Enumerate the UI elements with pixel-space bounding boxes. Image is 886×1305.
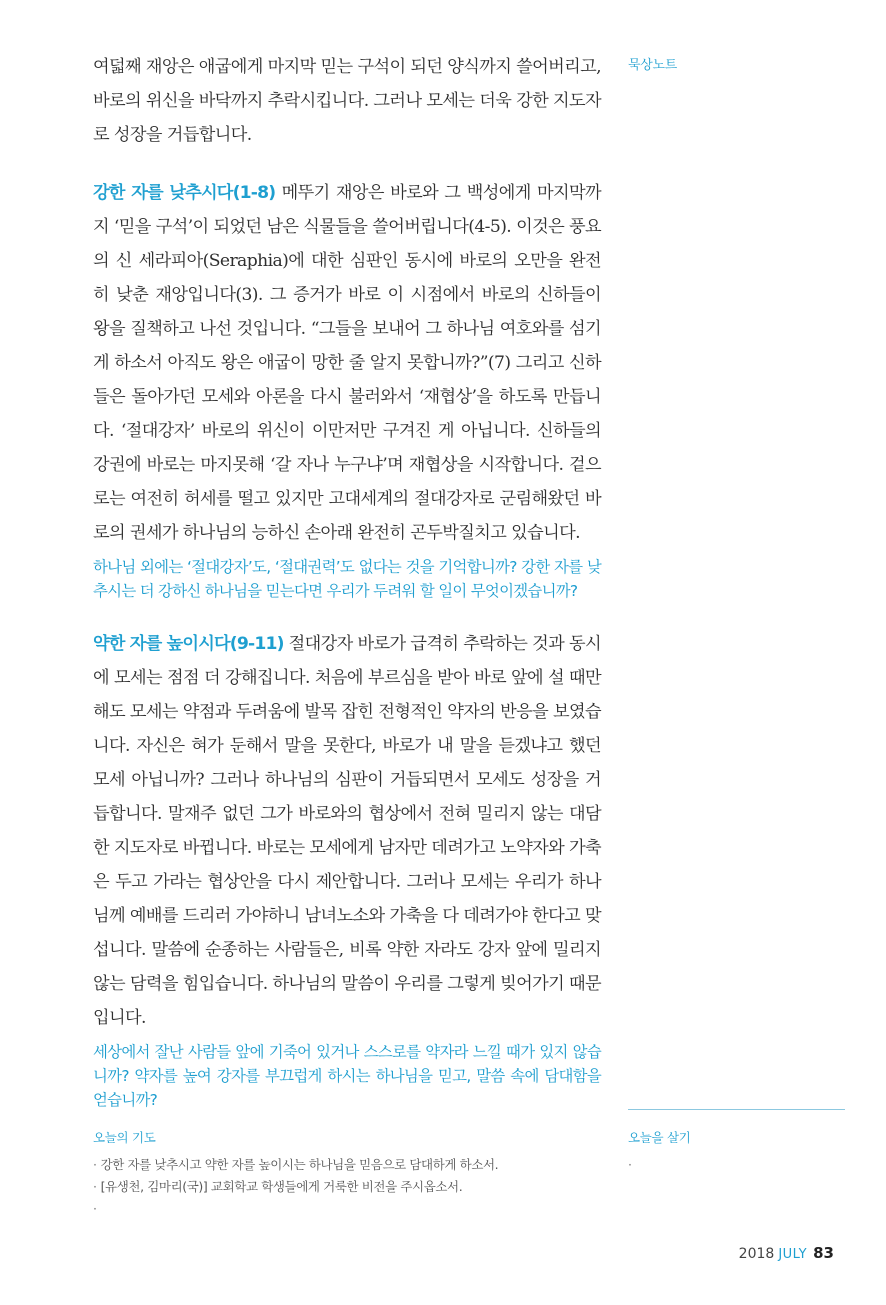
prayer-list	[93, 1154, 603, 1220]
today-item	[628, 1154, 845, 1176]
section-heading-exalting-weak: 약한 자를 높이시다(9-11)	[93, 634, 284, 654]
today-list	[628, 1154, 845, 1176]
sidebar-label-meditation-notes: 묵상노트	[628, 58, 678, 73]
bullet-icon: ·	[93, 1179, 97, 1194]
bullet-icon: ·	[93, 1201, 97, 1216]
prayer-item	[93, 1198, 603, 1220]
intro-paragraph: 여덟째 재앙은 애굽에게 마지막 믿는 구석이 되던 양식까지 쓸어버리고, 바로의 위신을 바닥까지 추락시킵니다. 그러나 모세는 더욱 강한 지도자로 성장을 거듭합니다.	[93, 57, 601, 145]
section-paragraph-exalting-weak	[93, 627, 601, 1035]
footer-year: 2018	[738, 1246, 775, 1262]
todays-living	[628, 1128, 845, 1176]
sidebar-divider	[628, 1109, 845, 1110]
page-number: 83	[813, 1244, 834, 1262]
todays-prayer	[93, 1128, 603, 1220]
section-paragraph-humbling-strong	[93, 176, 601, 550]
section-body: 절대강자 바로가 급격히 추락하는 것과 동시에 모세는 점점 더 강해집니다. 처음에 부르심을 받아 바로 앞에 설 때만 해도 모세는 약점과 두려움에 발목 잡힌 전형적인 약자의 반응을 보였습니다. 자신은 혀가 둔해서 말을 못한다, 바로가 내 말을 듣겠냐고 했던 모세 아닙니까? 그러나 하나님의 심판이 거듭되면서 모세도 성장을 거듭합니다. 말재주 없던 그가 바로와의 협상에서 전혀 밀리지 않는 대담한 지도자로 바뀝니다. 바로는 모세에게 남자만 데려가고 노약자와 가축은 두고 가라는 협상안을 다시 제안합니다. 그러나 모세는 우리가 하나님께 예배를 드리러 가야하니 남녀노소와 가축을 다 데려가야 한다고 맞섭니다. 말씀에 순종하는 사람들은, 비록 약한 자라도 강자 앞에 밀리지 않는 담력을 힘입습니다. 하나님의 말씀이 우리를 그렇게 빚어가기 때문입니다.	[93, 634, 601, 1028]
prayer-title: 오늘의 기도	[93, 1130, 156, 1145]
bullet-icon: ·	[93, 1157, 97, 1172]
footer-month: JULY	[778, 1247, 808, 1262]
today-title: 오늘을 살기	[628, 1130, 691, 1145]
reflection-question: 하나님 외에는 ‘절대강자’도, ‘절대권력’도 없다는 것을 기억합니까? 강한 자를 낮추시는 더 강하신 하나님을 믿는다면 우리가 두려워 할 일이 무엇이겠습니까?	[93, 558, 601, 600]
section-body: 메뚜기 재앙은 바로와 그 백성에게 마지막까지 ‘믿을 구석’이 되었던 남은 식물들을 쓸어버립니다(4-5). 이것은 풍요의 신 세라피아(Seraphia)에 대한 심판인 동시에 바로의 오만을 완전히 낮춘 재앙입니다(3). 그 증거가 바로 이 시점에서 바로의 신하들이 왕을 질책하고 나선 것입니다. “그들을 보내어 그 하나님 여호와를 섬기게 하소서 아직도 왕은 애굽이 망한 줄 알지 못합니까?”(7) 그리고 신하들은 돌아가던 모세와 아론을 다시 불러와서 ‘재협상’을 하도록 만듭니다. ‘절대강자’ 바로의 위신이 이만저만 구겨진 게 아닙니다. 신하들의 강권에 바로는 마지못해 ‘갈 자나 누구냐’며 재협상을 시작합니다. 겉으로는 여전히 허세를 떨고 있지만 고대세계의 절대강자로 군림해왔던 바로의 권세가 하나님의 능하신 손아래 완전히 곤두박질치고 있습니다.	[93, 183, 601, 543]
page-footer	[739, 1244, 834, 1262]
prayer-item: · [유생천, 김마리(국)] 교회학교 학생들에게 거룩한 비전을 주시옵소서.	[93, 1179, 463, 1194]
prayer-item: · 강한 자를 낮추시고 약한 자를 높이시는 하나님을 믿음으로 담대하게 하소서.	[93, 1157, 499, 1172]
reflection-question: 세상에서 잘난 사람들 앞에 기죽어 있거나 스스로를 약자라 느낄 때가 있지 않습니까? 약자를 높여 강자를 부끄럽게 하시는 하나님을 믿고, 말씀 속에 담대함을 얻습니까?	[93, 1043, 601, 1109]
main-content	[93, 50, 601, 1112]
section-heading-humbling-strong: 강한 자를 낮추시다(1-8)	[93, 183, 276, 203]
bullet-icon: ·	[628, 1157, 632, 1172]
